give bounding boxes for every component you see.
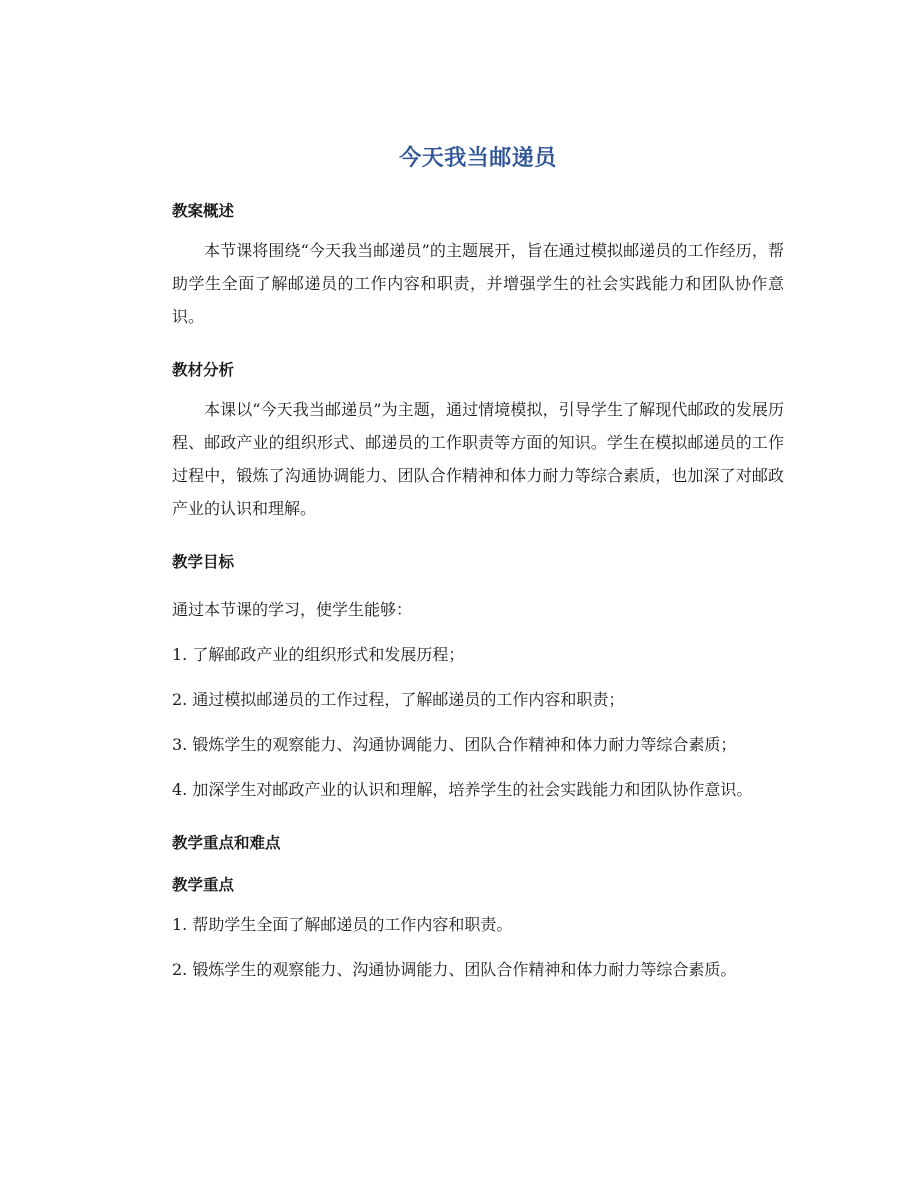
heading-keypoints: 教学重点和难点 [172,834,281,852]
keypoint-item-2: 2. 锻炼学生的观察能力、沟通协调能力、团队合作精神和体力耐力等综合素质。 [172,960,737,979]
subheading-keypoints: 教学重点 [172,876,235,894]
document-title: 今天我当邮递员 [399,146,557,171]
heading-material: 教材分析 [172,361,235,379]
overview-paragraph: 本节课将围绕“今天我当邮递员”的主题展开，旨在通过模拟邮递员的工作经历，帮助学生全面了解邮递员的工作内容和职责，并增强学生的社会实践能力和团队协作意识。 [172,241,784,326]
goals-intro: 通过本节课的学习，使学生能够： [172,600,413,619]
goal-item-4: 4. 加深学生对邮政产业的认识和理解，培养学生的社会实践能力和团队协作意识。 [172,780,753,799]
keypoint-item-1: 1. 帮助学生全面了解邮递员的工作内容和职责。 [172,915,513,934]
goal-item-3: 3. 锻炼学生的观察能力、沟通协调能力、团队合作精神和体力耐力等综合素质； [172,735,737,754]
goal-item-2: 2. 通过模拟邮递员的工作过程，了解邮递员的工作内容和职责； [172,690,625,709]
goal-item-1: 1. 了解邮政产业的组织形式和发展历程； [172,645,465,664]
heading-goals: 教学目标 [172,553,235,571]
document-page [172,140,784,986]
material-paragraph: 本课以“今天我当邮递员”为主题，通过情境模拟，引导学生了解现代邮政的发展历程、邮政产业的组织形式、邮递员的工作职责等方面的知识。学生在模拟邮递员的工作过程中，锻炼了沟通协调能力、团队合作精神和体力耐力等综合素质，也加深了对邮政产业的认识和理解。 [172,400,784,518]
heading-overview: 教案概述 [172,202,235,220]
